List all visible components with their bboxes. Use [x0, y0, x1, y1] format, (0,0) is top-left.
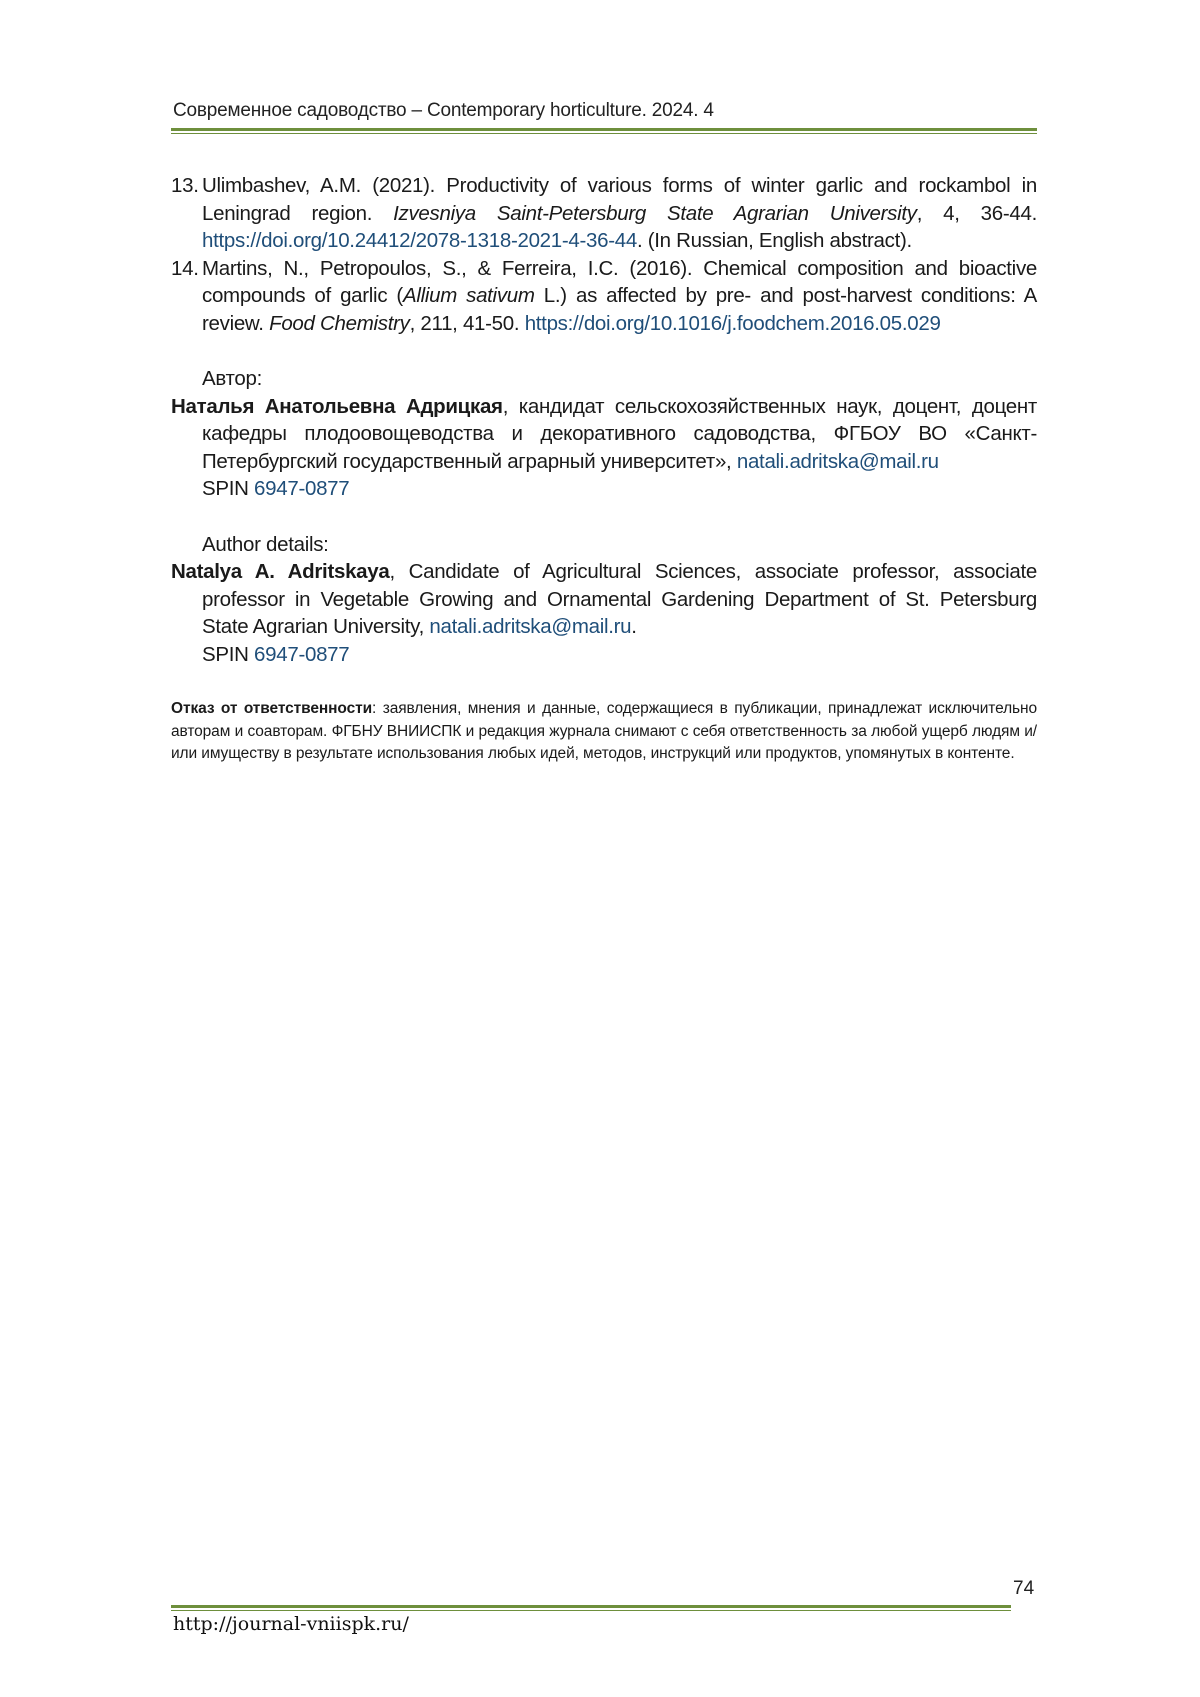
reference-source-title: Izvesniya Saint-Petersburg State Agrarian University	[393, 201, 917, 225]
spin-link[interactable]: 6947-0877	[254, 642, 350, 666]
author-en-punctuation: .	[631, 615, 637, 638]
author-en-spin	[171, 641, 1037, 669]
reference-text-part: , 211, 41-50.	[409, 311, 525, 335]
spin-label: SPIN	[202, 642, 255, 666]
author-en-label: Author details:	[202, 532, 329, 556]
doi-link[interactable]: https://doi.org/10.1016/j.foodchem.2016.05.029	[524, 311, 941, 335]
page-header	[171, 100, 1037, 134]
reference-text	[202, 172, 1037, 255]
header-rule-thin	[171, 133, 1037, 134]
author-en-info	[171, 558, 1037, 641]
spin-link[interactable]: 6947-0877	[254, 477, 350, 500]
header-rule-thick	[171, 128, 1037, 131]
author-en-name: Natalya A. Adritskaya	[171, 560, 390, 583]
journal-title: Современное садоводство – Contemporary horticulture. 2024. 4	[173, 100, 714, 121]
spin-label: SPIN	[202, 477, 255, 500]
reference-text	[202, 255, 1037, 338]
disclaimer-label: Отказ от ответственности	[171, 700, 373, 717]
author-ru-name: Наталья Анатольевна Адрицкая	[171, 394, 503, 418]
reference-text-part: , 4, 36-44.	[916, 201, 1037, 225]
author-ru-email-link[interactable]: natali.adritska@mail.ru	[736, 449, 939, 473]
author-ru-details: , кандидат сельскохозяйственных наук, доцент, доцент кафедры плодоовощеводства и декоративного садоводства, ФГБОУ ВО «Санкт-Петербургский государственный аграрный университет»,	[202, 394, 1038, 473]
author-en-email-link[interactable]: natali.adritska@mail.ru	[429, 615, 632, 638]
page-number: 74	[1013, 1578, 1035, 1599]
author-ru-info	[171, 393, 1037, 476]
footer-rule	[171, 1605, 1011, 1611]
footer-rule-thick	[171, 1605, 1011, 1608]
reference-text-part: L.) as affected by pre- and post-harvest conditions: A review.	[202, 284, 1037, 335]
author-en-details: , Candidate of Agricultural Sciences, associate professor, associate professor in Vegetable Growing and Ornamental Gardening Department of St. Petersburg State Agrarian University,	[202, 560, 1037, 638]
reference-number: 14.	[171, 256, 199, 280]
reference-text-part: Martins, N., Petropoulos, S., & Ferreira, I.C. (2016). Chemical composition and bioactive compounds of garlic (	[202, 256, 1037, 307]
author-ru-label: Автор:	[202, 367, 262, 390]
species-name: Allium sativum	[402, 284, 535, 307]
footer-url: http://journal-vniispk.ru/	[173, 1613, 409, 1635]
main-content	[171, 172, 1037, 766]
reference-text-part: . (In Russian, English abstract).	[636, 229, 912, 252]
reference-text-part: Ulimbashev, A.M. (2021). Productivity of various forms of winter garlic and rockambol in Leningrad region.	[202, 174, 1037, 225]
footer-rule-thin	[171, 1610, 1011, 1611]
reference-item	[171, 255, 1037, 338]
reference-item	[171, 172, 1037, 255]
author-ru-spin	[171, 475, 1037, 503]
disclaimer-text: : заявления, мнения и данные, содержащиеся в публикации, принадлежат исключительно авторам и соавторам. ФГБНУ ВНИИСПК и редакция журнала снимают с себя ответственность за любой ущерб людям и/или имуществу в результате использования любых идей, методов, инструкций или продуктов, упомянутых в контенте.	[171, 700, 1037, 762]
disclaimer	[171, 698, 1037, 766]
reference-number: 13.	[171, 174, 199, 197]
reference-source-title: Food Chemistry	[269, 311, 410, 335]
doi-link[interactable]: https://doi.org/10.24412/2078-1318-2021-4-36-44	[202, 229, 637, 252]
